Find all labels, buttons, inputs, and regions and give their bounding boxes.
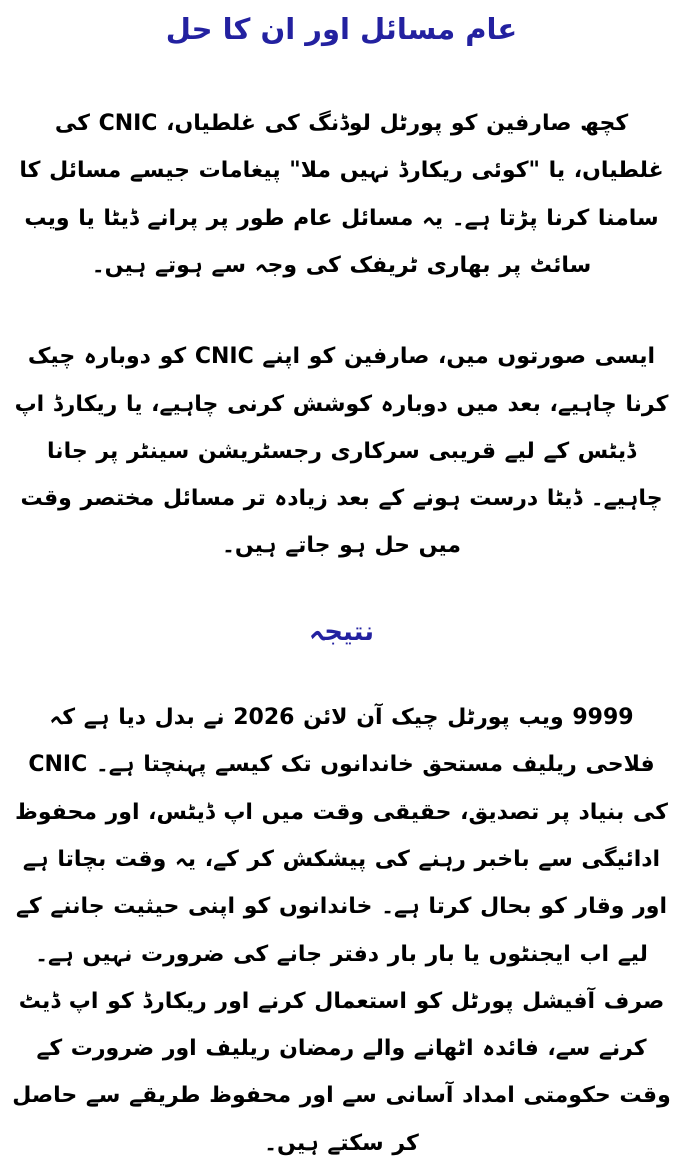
paragraph-common-issues: کچھ صارفین کو پورٹل لوڈنگ کی غلطیاں، CNIC کی غلطیاں، یا "کوئی ریکارڈ نہیں ملا" پیغامات جیسے مسائل کا سامنا کرنا پڑتا ہے۔ یہ مسائل عام طور پر پرانے ڈیٹا یا ویب سائٹ پر بھاری ٹریفک کی وجہ سے ہوتے ہیں۔ xyxy=(19,111,664,278)
paragraph-solutions: ایسی صورتوں میں، صارفین کو اپنے CNIC کو دوبارہ چیک کرنا چاہیے، بعد میں دوبارہ کوشش کرنی چاہیے، یا ریکارڈ اپ ڈیٹس کے لیے قریبی سرکاری رجسٹریشن سینٹر پر جانا چاہیے۔ ڈیٹا درست ہونے کے بعد زیادہ تر مسائل مختصر وقت میں حل ہو جاتے ہیں۔ xyxy=(14,344,669,559)
paragraph-conclusion: 9999 ویب پورٹل چیک آن لائن 2026 نے بدل دیا ہے کہ فلاحی ریلیف مستحق خاندانوں تک کیسے پہنچتا ہے۔ CNIC کی بنیاد پر تصدیق، حقیقی وقت میں اپ ڈیٹس، اور محفوظ ادائیگی سے باخبر رہنے کی پیشکش کر کے، یہ وقت بچاتا ہے اور وقار کو بحال کرتا ہے۔ خاندانوں کو اپنی حیثیت جاننے کے لیے اب ایجنٹوں یا بار بار دفتر جانے کی ضرورت نہیں ہے۔ صرف آفیشل پورٹل کو استعمال کرنے اور ریکارڈ کو اپ ڈیٹ کرنے سے، فائدہ اٹھانے والے رمضان ریلیف اور ضرورت کے وقت حکومتی امداد آسانی سے اور محفوظ طریقے سے حاصل کر سکتے ہیں۔ xyxy=(12,705,671,1156)
main-heading: عام مسائل اور ان کا حل xyxy=(165,12,518,46)
section-heading-conclusion: نتیجہ xyxy=(309,616,374,647)
